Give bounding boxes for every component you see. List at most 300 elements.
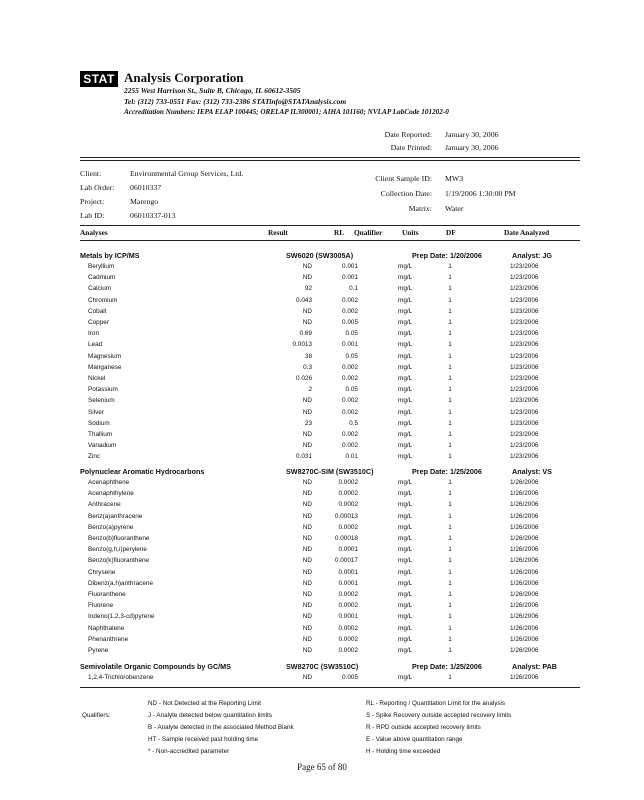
analyte-name: Phenanthrene: [88, 635, 129, 643]
rl-value: 0.1: [349, 285, 358, 293]
date-analyzed-value: 1/23/2006: [510, 431, 539, 438]
date-analyzed-value: 1/23/2006: [510, 453, 539, 461]
df-value: 1: [448, 557, 452, 565]
units-value: mg/L: [398, 453, 413, 461]
date-analyzed-value: 1/26/2006: [510, 635, 539, 643]
analyte-name: Nickel: [88, 375, 106, 382]
company-contact: Tel: (312) 733-0551 Fax: (312) 733-2386 STATinfo@STATAnalysis.com: [124, 97, 347, 106]
table-row: [80, 613, 580, 624]
table-row: [80, 674, 580, 685]
analyte-name: Manganese: [88, 363, 122, 371]
analyte-name: Sodium: [88, 419, 110, 427]
header-divider-2: [80, 160, 580, 161]
result-value: ND: [302, 523, 312, 531]
units-value: mg/L: [398, 363, 413, 371]
result-value: ND: [302, 546, 312, 554]
analyte-name: Acenaphthene: [88, 479, 130, 486]
table-row: [80, 636, 580, 647]
analyte-name: Iron: [88, 330, 100, 338]
analyte-name: Chromium: [88, 296, 118, 304]
client-label: Client:: [80, 169, 102, 178]
page-number: Page 65 of 80: [297, 762, 347, 772]
rl-value: 0.05: [345, 386, 358, 394]
analyte-name: Selenium: [88, 397, 115, 405]
table-row: [80, 557, 580, 568]
result-value: ND: [302, 613, 312, 621]
units-value: mg/L: [398, 386, 413, 394]
section-title: Polynuclear Aromatic Hydrocarbons: [80, 467, 205, 476]
units-value: mg/L: [398, 557, 413, 565]
df-value: 1: [448, 386, 452, 394]
units-value: mg/L: [398, 674, 413, 681]
analyte-name: Benzo(g,h,i)perylene: [88, 546, 147, 554]
analyte-name: Benzo(b)fluoranthene: [88, 535, 150, 542]
table-row: [80, 330, 580, 341]
result-value: ND: [302, 397, 312, 405]
rl-value: 0.0002: [338, 647, 358, 654]
analyte-name: Acenaphthylene: [88, 490, 134, 498]
client-sample-id-value: MW3: [445, 174, 464, 183]
table-row: [80, 535, 580, 546]
date-analyzed-value: 1/26/2006: [510, 546, 539, 554]
df-value: 1: [448, 602, 452, 610]
df-value: 1: [448, 635, 452, 643]
units-value: mg/L: [398, 408, 413, 416]
units-value: mg/L: [398, 501, 413, 509]
date-analyzed-value: 1/23/2006: [510, 419, 539, 427]
result-value: ND: [302, 535, 312, 542]
rl-value: 0.002: [342, 408, 358, 416]
rl-value: 0.05: [345, 330, 358, 338]
rl-value: 0.002: [342, 363, 358, 371]
table-row: [80, 625, 580, 636]
df-value: 1: [448, 512, 452, 520]
col-rl: RL: [334, 228, 345, 237]
analyte-name: Indeno(1,2,3-cd)pyrene: [88, 613, 155, 621]
df-value: 1: [448, 453, 452, 461]
df-value: 1: [448, 307, 452, 315]
table-row: [80, 375, 580, 386]
rl-value: 0.0002: [338, 501, 358, 509]
date-analyzed-value: 1/26/2006: [510, 523, 539, 531]
result-value: 92: [304, 285, 312, 293]
col-units: Units: [402, 228, 419, 237]
rl-value: 0.0001: [338, 568, 358, 576]
result-value: ND: [302, 319, 312, 326]
rl-value: 0.002: [342, 397, 358, 405]
rl-value: 0.0001: [338, 579, 358, 587]
units-value: mg/L: [398, 479, 413, 486]
table-row: [80, 580, 580, 591]
qualifier-rl: RL - Reporting / Quantitation Limit for the analysis: [366, 700, 506, 707]
header-divider: [80, 157, 580, 158]
units-value: mg/L: [398, 307, 413, 315]
date-analyzed-value: 1/23/2006: [510, 285, 539, 293]
df-value: 1: [448, 352, 452, 360]
analyte-name: Cadmium: [88, 274, 116, 282]
qualifier-h: H - Holding time exceeded: [366, 748, 441, 755]
lab-id-value: 06010337-013: [130, 211, 176, 220]
matrix-value: Water: [445, 204, 464, 213]
section-analyst: Analyst: PAB: [512, 662, 557, 671]
units-value: mg/L: [398, 635, 413, 643]
date-reported-value: January 30, 2006: [445, 130, 499, 139]
date-analyzed-value: 1/23/2006: [510, 307, 539, 315]
date-analyzed-value: 1/23/2006: [510, 442, 539, 450]
table-row: [80, 341, 580, 352]
section-analyst: Analyst: JG: [512, 251, 552, 260]
analyte-name: Magnesium: [88, 352, 122, 360]
units-value: mg/L: [398, 319, 413, 326]
df-value: 1: [448, 535, 452, 542]
result-value: ND: [302, 557, 312, 565]
client-sample-id-label: Client Sample ID:: [375, 174, 432, 183]
analyte-name: 1,2,4-Trichlorobenzene: [88, 674, 154, 681]
qualifier-ht: HT - Sample received past holding time: [148, 736, 259, 743]
units-value: mg/L: [398, 274, 413, 282]
df-value: 1: [448, 579, 452, 587]
rl-value: 0.001: [342, 263, 358, 270]
section-title: Metals by ICP/MS: [80, 251, 140, 260]
result-value: ND: [302, 408, 312, 416]
rl-value: 0.0002: [338, 591, 358, 598]
section-prep-date: Prep Date: 1/25/2006: [412, 467, 482, 476]
qualifier-b: B - Analyte detected in the associated Method Blank: [148, 724, 294, 731]
df-value: 1: [448, 479, 452, 486]
collection-date-label: Collection Date:: [380, 189, 432, 198]
result-value: ND: [302, 501, 312, 509]
date-analyzed-value: 1/23/2006: [510, 408, 539, 416]
analyte-name: Thallium: [88, 431, 113, 438]
units-value: mg/L: [398, 419, 413, 427]
project-value: Marengo: [130, 197, 159, 206]
analyte-name: Benz(a)anthracene: [88, 512, 143, 520]
df-value: 1: [448, 419, 452, 427]
rl-value: 0.0002: [338, 602, 358, 610]
analyte-name: Vanadium: [88, 442, 117, 450]
analyte-name: Silver: [88, 408, 104, 416]
analyte-name: Zinc: [88, 453, 101, 461]
qualifier-j: J - Analyte detected below quantitation limits: [148, 712, 272, 719]
result-value: ND: [302, 602, 312, 610]
date-analyzed-value: 1/26/2006: [510, 490, 539, 498]
table-row: [80, 308, 580, 319]
result-value: ND: [302, 274, 312, 282]
df-value: 1: [448, 442, 452, 450]
rl-value: 0.00018: [334, 535, 358, 542]
table-row: [80, 353, 580, 364]
units-value: mg/L: [398, 535, 413, 542]
client-value: Environmental Group Services, Ltd.: [130, 169, 244, 178]
analyte-name: Benzo(a)pyrene: [88, 523, 134, 531]
qualifier-e: E - Value above quantitation range: [366, 736, 463, 743]
rl-value: 0.0001: [338, 613, 358, 621]
result-value: ND: [302, 263, 312, 270]
date-analyzed-value: 1/26/2006: [510, 479, 539, 486]
date-reported-label: Date Reported:: [384, 130, 432, 139]
date-analyzed-value: 1/23/2006: [510, 296, 539, 304]
lab-id-label: Lab ID:: [80, 211, 105, 220]
date-analyzed-value: 1/26/2006: [510, 591, 539, 598]
result-value: 0.0013: [292, 341, 312, 349]
units-value: mg/L: [398, 579, 413, 587]
rl-value: 0.0002: [338, 523, 358, 531]
table-row: [80, 420, 580, 431]
table-row: [80, 263, 580, 274]
units-value: mg/L: [398, 490, 413, 498]
rl-value: 0.0002: [338, 635, 358, 643]
units-value: mg/L: [398, 442, 413, 450]
rl-value: 0.002: [342, 375, 358, 382]
result-value: ND: [302, 635, 312, 643]
col-result: Result: [268, 228, 288, 237]
units-value: mg/L: [398, 285, 413, 293]
date-analyzed-value: 1/26/2006: [510, 579, 539, 587]
rl-value: 0.0001: [338, 546, 358, 554]
date-analyzed-value: 1/26/2006: [510, 501, 539, 509]
df-value: 1: [448, 568, 452, 576]
table-row: [80, 647, 580, 658]
table-row: [80, 319, 580, 330]
date-analyzed-value: 1/23/2006: [510, 330, 539, 338]
qualifier-r: R - RPD outside accepted recovery limits: [366, 724, 481, 731]
section-method: SW8270C-SIM (SW3510C): [286, 467, 374, 476]
table-row: [80, 453, 580, 464]
date-analyzed-value: 1/23/2006: [510, 375, 539, 382]
date-analyzed-value: 1/23/2006: [510, 386, 539, 394]
df-value: 1: [448, 263, 452, 270]
units-value: mg/L: [398, 613, 413, 621]
analyte-name: Lead: [88, 341, 103, 349]
units-value: mg/L: [398, 341, 413, 349]
date-analyzed-value: 1/23/2006: [510, 352, 539, 360]
units-value: mg/L: [398, 568, 413, 576]
table-row: [80, 591, 580, 602]
units-value: mg/L: [398, 602, 413, 610]
col-analyses: Analyses: [80, 228, 108, 237]
qualifiers-label: Qualifiers:: [82, 712, 111, 719]
section-title: Semivolatile Organic Compounds by GC/MS: [80, 662, 231, 671]
table-row: [80, 569, 580, 580]
columns-top-rule: [80, 225, 580, 226]
section-header: [80, 662, 580, 673]
rl-value: 0.005: [342, 674, 358, 681]
df-value: 1: [448, 490, 452, 498]
analyte-name: Copper: [88, 319, 109, 326]
table-row: [80, 364, 580, 375]
rl-value: 0.002: [342, 307, 358, 315]
df-value: 1: [448, 341, 452, 349]
collection-date-value: 1/19/2006 1:30:00 PM: [445, 189, 516, 198]
units-value: mg/L: [398, 512, 413, 520]
df-value: 1: [448, 319, 452, 326]
df-value: 1: [448, 408, 452, 416]
rl-value: 0.002: [342, 442, 358, 450]
date-analyzed-value: 1/23/2006: [510, 363, 539, 371]
qualifier-nd: ND - Not Detected at the Reporting Limit: [148, 700, 262, 707]
analyte-name: Benzo(k)fluoranthene: [88, 557, 150, 565]
df-value: 1: [448, 546, 452, 554]
result-value: ND: [302, 579, 312, 587]
result-value: 23: [304, 419, 312, 427]
result-value: 0.026: [296, 375, 312, 382]
units-value: mg/L: [398, 591, 413, 598]
units-value: mg/L: [398, 647, 413, 654]
result-value: ND: [302, 647, 312, 654]
section-prep-date: Prep Date: 1/25/2006: [412, 662, 482, 671]
analyte-name: Cobalt: [88, 307, 107, 315]
result-value: ND: [302, 512, 312, 520]
result-value: 38: [304, 352, 312, 360]
company-name: Analysis Corporation: [124, 70, 244, 85]
result-value: 0.3: [303, 363, 312, 371]
rl-value: 0.001: [342, 274, 358, 282]
result-value: ND: [302, 442, 312, 450]
table-row: [80, 546, 580, 557]
units-value: mg/L: [398, 296, 413, 304]
table-row: [80, 297, 580, 308]
date-analyzed-value: 1/23/2006: [510, 263, 539, 270]
date-analyzed-value: 1/23/2006: [510, 319, 539, 326]
df-value: 1: [448, 591, 452, 598]
date-analyzed-value: 1/26/2006: [510, 535, 539, 542]
accreditation-numbers: Accreditation Numbers: IEPA ELAP 100445; ORELAP IL300001; AIHA 101160; NVLAP LabCode 101202-0: [124, 108, 449, 116]
lab-order-label: Lab Order:: [80, 183, 115, 192]
analyte-name: Chrysene: [88, 568, 116, 576]
table-row: [80, 602, 580, 613]
rl-value: 0.0002: [338, 490, 358, 498]
units-value: mg/L: [398, 375, 413, 382]
table-row: [80, 431, 580, 442]
table-end-rule: [80, 687, 580, 688]
table-row: [80, 285, 580, 296]
section-header: [80, 467, 580, 478]
table-row: [80, 409, 580, 420]
qualifier-s: S - Spike Recovery outside accepted recovery limits: [366, 712, 512, 719]
units-value: mg/L: [398, 523, 413, 531]
df-value: 1: [448, 274, 452, 282]
df-value: 1: [448, 674, 452, 681]
stat-logo: STAT: [80, 71, 118, 87]
table-row: [80, 397, 580, 408]
analyte-name: Fluorene: [88, 602, 114, 610]
analyte-name: Calcium: [88, 285, 112, 293]
units-value: mg/L: [398, 546, 413, 554]
section-analyst: Analyst: VS: [512, 467, 552, 476]
table-row: [80, 490, 580, 501]
table-row: [80, 274, 580, 285]
date-analyzed-value: 1/23/2006: [510, 274, 539, 282]
analyte-name: Potassium: [88, 386, 118, 394]
df-value: 1: [448, 296, 452, 304]
result-value: ND: [302, 431, 312, 438]
project-label: Project:: [80, 197, 105, 206]
rl-value: 0.002: [342, 296, 358, 304]
result-value: 2: [308, 386, 312, 394]
section-prep-date: Prep Date: 1/20/2006: [412, 251, 482, 260]
table-row: [80, 501, 580, 512]
table-row: [80, 442, 580, 453]
result-value: ND: [302, 479, 312, 486]
date-analyzed-value: 1/26/2006: [510, 512, 539, 520]
rl-value: 0.5: [349, 419, 358, 427]
analyte-name: Beryllium: [88, 263, 115, 270]
analyte-name: Anthracene: [88, 501, 121, 509]
date-analyzed-value: 1/26/2006: [510, 568, 539, 576]
analyte-name: Pyrene: [88, 647, 109, 654]
df-value: 1: [448, 501, 452, 509]
col-df: DF: [446, 228, 456, 237]
df-value: 1: [448, 624, 452, 632]
col-qualifier: Qualifier: [354, 228, 383, 237]
result-value: 0.043: [296, 296, 312, 304]
df-value: 1: [448, 375, 452, 382]
result-value: ND: [302, 591, 312, 598]
result-value: 0.69: [299, 330, 312, 338]
table-row: [80, 513, 580, 524]
lab-order-value: 06010337: [130, 183, 162, 192]
table-row: [80, 524, 580, 535]
date-analyzed-value: 1/26/2006: [510, 602, 539, 610]
section-method: SW6020 (SW3005A): [286, 251, 354, 260]
units-value: mg/L: [398, 330, 413, 338]
units-value: mg/L: [398, 397, 413, 405]
matrix-label: Matrix:: [408, 204, 432, 213]
result-value: 0.031: [296, 453, 312, 461]
qualifier-star: * - Non-accredited parameter: [148, 748, 230, 755]
rl-value: 0.001: [342, 341, 358, 349]
units-value: mg/L: [398, 431, 413, 438]
analyte-name: Naphthalene: [88, 624, 125, 632]
df-value: 1: [448, 523, 452, 531]
df-value: 1: [448, 330, 452, 338]
company-address: 2255 West Harrison St., Suite B, Chicago, IL 60612-3505: [124, 86, 301, 95]
df-value: 1: [448, 613, 452, 621]
units-value: mg/L: [398, 352, 413, 360]
result-value: ND: [302, 307, 312, 315]
date-analyzed-value: 1/26/2006: [510, 613, 539, 621]
date-analyzed-value: 1/26/2006: [510, 624, 539, 632]
table-row: [80, 386, 580, 397]
date-printed-value: January 30, 2006: [445, 143, 499, 152]
result-value: ND: [302, 674, 312, 681]
date-analyzed-value: 1/26/2006: [510, 674, 539, 681]
columns-bottom-rule: [80, 240, 580, 241]
units-value: mg/L: [398, 263, 413, 270]
rl-value: 0.002: [342, 431, 358, 438]
df-value: 1: [448, 647, 452, 654]
table-row: [80, 479, 580, 490]
date-analyzed-value: 1/26/2006: [510, 557, 539, 565]
date-printed-label: Date Printed:: [390, 143, 432, 152]
analyte-name: Fluoranthene: [88, 591, 126, 598]
result-value: ND: [302, 568, 312, 576]
df-value: 1: [448, 363, 452, 371]
units-value: mg/L: [398, 624, 413, 632]
rl-value: 0.0002: [338, 624, 358, 632]
section-method: SW8270C (SW3510C): [286, 662, 359, 671]
date-analyzed-value: 1/23/2006: [510, 397, 539, 405]
df-value: 1: [448, 431, 452, 438]
date-analyzed-value: 1/23/2006: [510, 341, 539, 349]
result-value: ND: [302, 490, 312, 498]
df-value: 1: [448, 285, 452, 293]
col-date-analyzed: Date Analyzed: [504, 228, 550, 237]
rl-value: 0.00017: [334, 557, 358, 565]
result-value: ND: [302, 624, 312, 632]
rl-value: 0.005: [342, 319, 358, 326]
analyte-name: Dibenz(a,h)anthracene: [88, 579, 154, 587]
